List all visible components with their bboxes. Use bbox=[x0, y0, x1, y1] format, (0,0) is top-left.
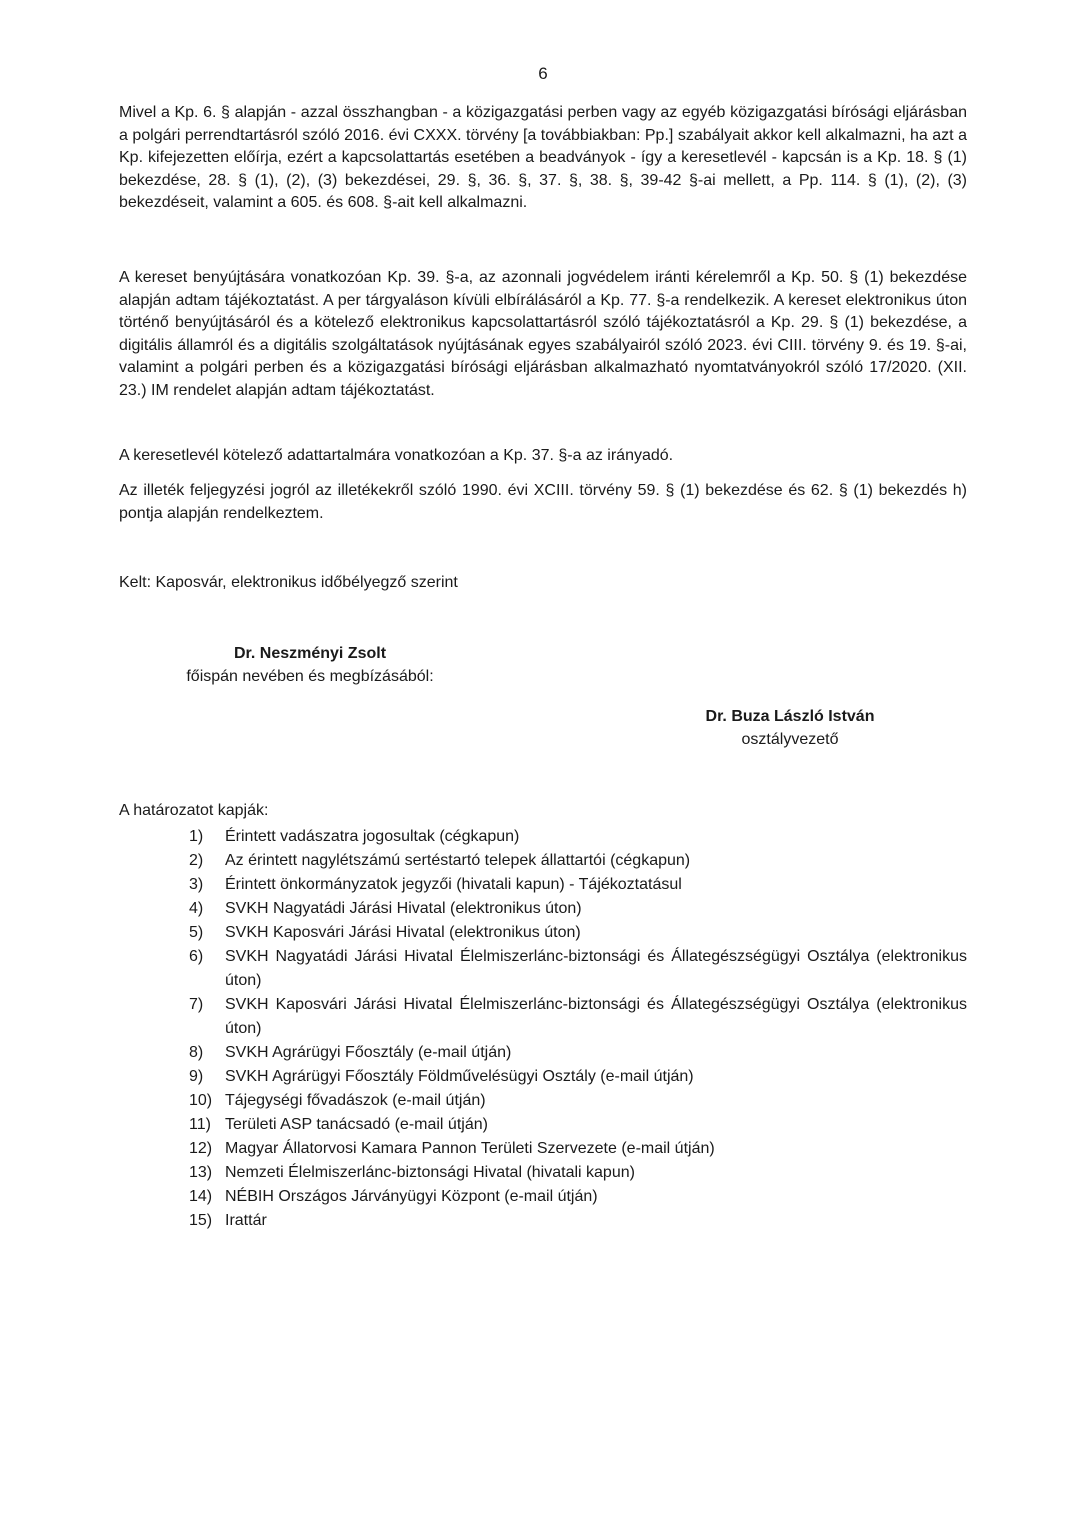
item-text: Nemzeti Élelmiszerlánc-biztonsági Hivatal (hivatali kapun) bbox=[225, 1164, 635, 1181]
list-item bbox=[189, 849, 967, 873]
list-item bbox=[189, 1065, 967, 1089]
item-number: 15) bbox=[189, 1212, 213, 1229]
list-item bbox=[189, 873, 967, 897]
item-text: Érintett vadászatra jogosultak (cégkapun) bbox=[225, 828, 520, 845]
item-number: 10) bbox=[189, 1092, 213, 1109]
list-item bbox=[189, 1041, 967, 1065]
paragraph-text: Az illeték feljegyzési jogról az illetékekről szóló 1990. évi XCIII. törvény 59. § (1) bekezdése és 62. § (1) bekezdés h) pontja alapján rendelkeztem. bbox=[119, 482, 967, 522]
paragraph-fee bbox=[119, 480, 967, 525]
list-item bbox=[189, 945, 967, 993]
list-item bbox=[189, 825, 967, 849]
list-item bbox=[189, 1089, 967, 1113]
paragraph-text: A kereset benyújtására vonatkozóan Kp. 39. §-a, az azonnali jogvédelem iránti kérelemről a Kp. 50. § (1) bekezdése alapján adtam tájékoztatást. A per tárgyaláson kívüli elbírálásáról a Kp. 77. §-a rendelkezik. A kereset elektronikus úton történő benyújtásáról és a kötelező elektronikus kapcsolattartásról szóló tájékoztatásról a Kp. 29. § (1) bekezdése, a digitális államról és a digitális szolgáltatások nyújtásának egyes szabályairól szóló 2023. évi CIII. törvény 9. és 19. §-ai, valamint a polgári perben és a közigazgatási bírósági eljárásban alkalmazható nyomtatványokról szóló 17/2020. (XII. 23.) IM rendelet alapján adtam tájékoztatást. bbox=[119, 269, 967, 399]
paragraph-legal-basis bbox=[119, 102, 967, 215]
date-place-line: Kelt: Kaposvár, elektronikus időbélyegző szerint bbox=[119, 574, 458, 591]
item-number: 4) bbox=[189, 900, 204, 917]
item-text: SVKH Kaposvári Járási Hivatal (elektronikus úton) bbox=[225, 924, 581, 941]
item-text: Az érintett nagylétszámú sertéstartó telepek állattartói (cégkapun) bbox=[225, 852, 691, 869]
item-number: 7) bbox=[189, 996, 204, 1013]
list-item bbox=[189, 1209, 967, 1233]
item-text: Tájegységi fővadászok (e-mail útján) bbox=[225, 1092, 486, 1109]
list-item bbox=[189, 1185, 967, 1209]
list-item bbox=[189, 1161, 967, 1185]
recipients-title: A határozatot kapják: bbox=[119, 802, 269, 819]
item-number: 11) bbox=[189, 1116, 211, 1133]
list-item bbox=[189, 897, 967, 921]
signatory-name: Dr. Neszményi Zsolt bbox=[233, 645, 387, 662]
page-number: 6 bbox=[538, 64, 548, 83]
item-number: 9) bbox=[189, 1068, 204, 1085]
paragraph-content-requirements bbox=[119, 445, 967, 468]
item-number: 3) bbox=[189, 876, 204, 893]
item-text: SVKH Nagyatádi Járási Hivatal (elektronikus úton) bbox=[225, 900, 582, 917]
paragraph-information bbox=[119, 267, 967, 402]
list-item bbox=[189, 1113, 967, 1137]
item-text: Irattár bbox=[225, 1212, 267, 1229]
signatory-role: osztályvezető bbox=[741, 730, 839, 748]
recipients-list bbox=[189, 825, 967, 1233]
item-text: NÉBIH Országos Járványügyi Központ (e-mail útján) bbox=[225, 1188, 598, 1205]
item-number: 5) bbox=[189, 924, 204, 941]
item-text: Magyar Állatorvosi Kamara Pannon Területi Szervezete (e-mail útján) bbox=[225, 1140, 715, 1157]
item-text: Érintett önkormányzatok jegyzői (hivatali kapun) - Tájékoztatásul bbox=[225, 876, 682, 893]
item-text: Területi ASP tanácsadó (e-mail útján) bbox=[225, 1116, 488, 1133]
signatory-name: Dr. Buza László István bbox=[705, 708, 875, 725]
paragraph-text: Mivel a Kp. 6. § alapján - azzal összhangban - a közigazgatási perben vagy az egyéb közigazgatási bírósági eljárásban a polgári perrendtartásról szóló 2016. évi CXXX. törvény [a továbbiakban: Pp.] szabályait akkor kell alkalmazni, ha azt a Kp. kifejezetten előírja, ezért a kapcsolattartás esetében a beadványok - így a keresetlevél - kapcsán is a Kp. 18. § (1) bekezdése, 28. § (1), (2), (3) bekezdései, 29. §, 36. §, 37. §, 38. §, 39-42 §-ai mellett, a Pp. 114. § (1), (2), (3) bekezdéseit, valamint a 605. és 608. §-ait kell alkalmazni. bbox=[119, 104, 967, 211]
item-number: 1) bbox=[189, 828, 204, 845]
signatory-role: főispán nevében és megbízásából: bbox=[186, 667, 434, 685]
item-text: SVKH Agrárügyi Főosztály Földművelésügyi Osztály (e-mail útján) bbox=[225, 1068, 694, 1085]
signature-block-prefect bbox=[150, 643, 470, 688]
item-text: SVKH Nagyatádi Járási Hivatal Élelmiszerlánc-biztonsági és Állategészségügyi Osztálya (elektronikus úton) bbox=[225, 948, 967, 989]
list-item bbox=[189, 1137, 967, 1161]
item-text: SVKH Kaposvári Járási Hivatal Élelmiszerlánc-biztonsági és Állategészségügyi Osztálya (elektronikus úton) bbox=[225, 996, 967, 1037]
item-text: SVKH Agrárügyi Főosztály (e-mail útján) bbox=[225, 1044, 512, 1061]
item-number: 12) bbox=[189, 1140, 213, 1157]
signature-block-head bbox=[680, 706, 900, 751]
list-item bbox=[189, 921, 967, 945]
item-number: 2) bbox=[189, 852, 204, 869]
paragraph-text: A keresetlevél kötelező adattartalmára vonatkozóan a Kp. 37. §-a az irányadó. bbox=[119, 447, 674, 464]
item-number: 13) bbox=[189, 1164, 213, 1181]
list-item bbox=[189, 993, 967, 1041]
item-number: 8) bbox=[189, 1044, 204, 1061]
item-number: 14) bbox=[189, 1188, 213, 1205]
item-number: 6) bbox=[189, 948, 204, 965]
